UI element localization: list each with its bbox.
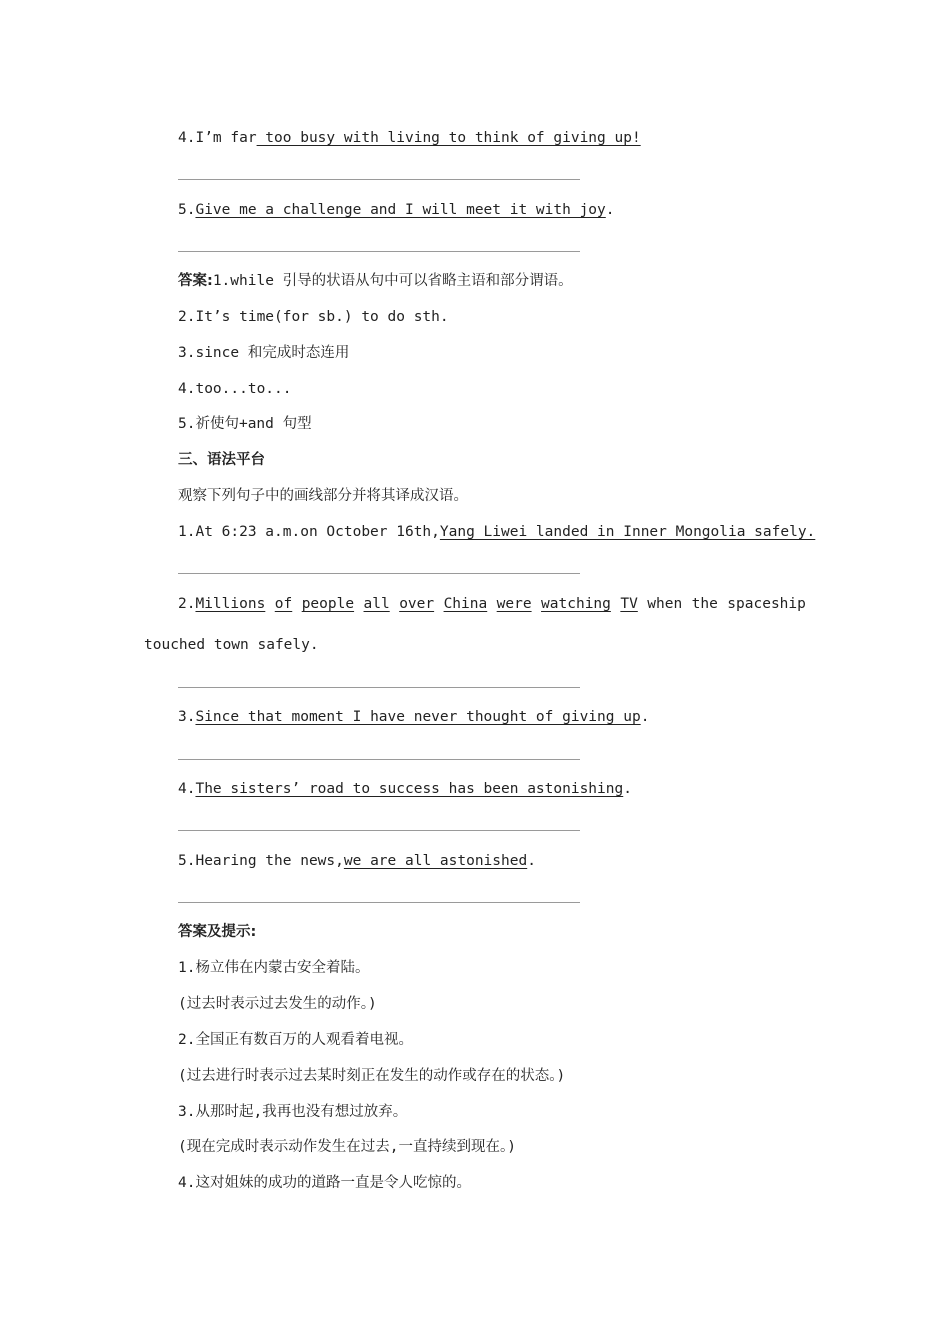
question-3	[178, 707, 649, 727]
section-instruction: 观察下列句子中的画线部分并将其译成汉语。	[178, 488, 468, 504]
question-2-word: the	[691, 596, 718, 612]
question-3-suffix: .	[640, 709, 650, 725]
question-2-word: over	[399, 596, 435, 612]
answer-hint-line: 4.这对姐妹的成功的道路一直是令人吃惊的。	[178, 1175, 471, 1191]
question-3-prefix: 3.	[178, 709, 196, 725]
answer-blank-line	[178, 251, 580, 252]
sentence-4	[178, 128, 641, 148]
question-5	[178, 851, 536, 871]
answer-blank-line	[178, 573, 580, 574]
question-2-word: 2.Millions	[178, 596, 266, 612]
question-2-word: all	[363, 596, 390, 612]
answer-blank-line	[178, 902, 580, 903]
question-5-underlined: we are all astonished	[343, 853, 528, 869]
answer-text: 1.while 引导的状语从句中可以省略主语和部分谓语。	[212, 273, 573, 289]
question-1-prefix: 1.At 6:23 a.m.on October 16th,	[178, 524, 440, 540]
sentence-5-prefix: 5.	[178, 202, 196, 218]
question-2-word: were	[496, 596, 532, 612]
answer-blank-line	[178, 687, 580, 688]
sentence-4-prefix: 4.I’m far	[178, 130, 257, 146]
answer-line-4: 4.too...to...	[178, 381, 292, 397]
answer-hint-line: (过去进行时表示过去某时刻正在发生的动作或存在的状态。)	[178, 1068, 566, 1084]
sentence-5	[178, 200, 615, 220]
answer-line-2: 2.It’s time(for sb.) to do sth.	[178, 309, 449, 325]
question-1	[178, 522, 815, 542]
answer-hint-line: 1.杨立伟在内蒙古安全着陆。	[178, 960, 370, 976]
question-2-word: spaceship	[727, 596, 806, 612]
question-4-prefix: 4.	[178, 781, 196, 797]
sentence-5-suffix: .	[605, 202, 615, 218]
section-heading: 三、语法平台	[178, 452, 265, 468]
answer-hint-line: (过去时表示过去发生的动作。)	[178, 996, 377, 1012]
answer-hint-line: 2.全国正有数百万的人观看着电视。	[178, 1032, 413, 1048]
question-4	[178, 779, 632, 799]
answer-line-5: 5.祈使句+and 句型	[178, 416, 312, 432]
question-2-word: watching	[541, 596, 611, 612]
question-2	[178, 594, 806, 614]
sentence-4-underlined: too busy with living to think of giving up!	[256, 130, 641, 146]
question-5-prefix: 5.Hearing the news,	[178, 853, 344, 869]
answer-line-1	[178, 271, 573, 291]
answer-hint-line: 3.从那时起,我再也没有想过放弃。	[178, 1104, 408, 1120]
question-5-suffix: .	[527, 853, 536, 869]
sentence-5-underlined: Give me a challenge and I will meet it with joy	[195, 202, 606, 218]
question-2-word: TV	[620, 596, 638, 612]
question-2-word: China	[443, 596, 488, 612]
answer-blank-line	[178, 830, 580, 831]
answer-line-3: 3.since 和完成时态连用	[178, 345, 350, 361]
answer-label: 答案:	[178, 273, 213, 289]
question-2-continuation: touched town safely.	[144, 637, 319, 653]
answer-hint-line: (现在完成时表示动作发生在过去,一直持续到现在。)	[178, 1139, 516, 1155]
answer-hints-label: 答案及提示:	[178, 924, 257, 940]
answer-blank-line	[178, 179, 580, 180]
question-1-underlined: Yang Liwei landed in Inner Mongolia safely.	[439, 524, 816, 540]
question-3-underlined: Since that moment I have never thought of giving up	[195, 709, 641, 725]
question-4-underlined: The sisters’ road to success has been astonishing	[195, 781, 624, 797]
question-2-word: when	[647, 596, 683, 612]
answer-blank-line	[178, 759, 580, 760]
question-2-word: of	[274, 596, 293, 612]
question-2-word: people	[301, 596, 355, 612]
question-4-suffix: .	[623, 781, 632, 797]
